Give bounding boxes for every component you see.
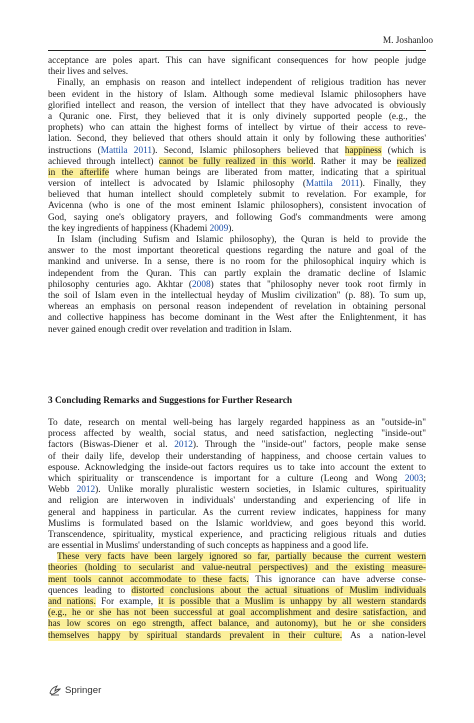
text-line: general and happiness in particular. As the current review indicates, happiness for many (48, 507, 426, 518)
highlight: in the afterlife (48, 167, 109, 178)
text-line: believed that human intellect should completely submit to revelation. For example, for (48, 190, 426, 201)
highlight: ment tools cannot accommodate to these facts. (48, 574, 249, 585)
citation-link[interactable]: Mattila 2011 (100, 145, 153, 156)
text-line: the soil of Islam even in the intellectual heyday of Muslim civilization" (p. 88). To sum up, (48, 290, 426, 301)
section-heading: 3 Concluding Remarks and Suggestions for Further Research (48, 396, 293, 406)
body-text-upper (48, 56, 426, 336)
citation-link[interactable]: 2003 (404, 473, 424, 484)
text-line: independent from the Quran. This can partly explain the dramatic decline of Islamic (48, 268, 426, 279)
text-line: themselves happy by spiritual standards prevalent in their culture. As a nation-level (48, 630, 426, 641)
citation-link[interactable]: 2012 (174, 440, 193, 451)
header-divider (48, 50, 426, 51)
text-line: are essential in Muslims' understanding of such concepts as happiness and a good life. (48, 541, 369, 552)
text-line: quences leading to distorted conclusions about the actual situations of Muslim individuals (48, 585, 426, 596)
text-line: and nations. For example, it is possible that a Muslim is unhappy by all western standards (48, 597, 426, 607)
running-header-author: M. Joshanloo (382, 36, 433, 46)
text-line: the key ingredients of happiness (Khademi 2009). (48, 223, 234, 234)
text-line: whereas an emphasis on personal reason independent of revelation in obtaining personal (48, 302, 426, 313)
text-line: In Islam (including Sufism and Islamic philosophy), the Quran is held to provide the (57, 235, 426, 245)
text-line: Transcendence, spirituality, mystical experience, and practicing religious rituals and duties (48, 529, 426, 540)
text-line (48, 619, 426, 630)
citation-link[interactable]: Mattila 2011 (305, 179, 360, 190)
text-line: in the afterlife where human beings are liberated from matter, indicating that a spiritual (48, 167, 426, 178)
text-line: process affected by wealth, social status, and need satisfaction, neglecting "inside-out" (48, 429, 426, 440)
text-line: philosophy centuries ago. Akhtar (2008) states that "philosophy never took root firmly in (48, 279, 426, 290)
highlight: it is possible that a Muslim is unhappy by all western standards (158, 597, 426, 607)
text-line (48, 608, 426, 619)
text-line: Avicenna (who is one of the most eminent Islamic philosophers), consistent invocation of (48, 201, 426, 212)
text-line: mankind and universe. In a sense, there is no room for the philosophical inquiry which is (48, 257, 426, 268)
highlight: distorted conclusions about the actual situations of Muslim individuals (131, 585, 426, 596)
text-line: of their daily life, develop their understanding of happiness, and choose certain values to (48, 451, 426, 462)
text-line: espouse. Acknowledging the inside-out factors requires us to take into account the extent to (48, 462, 426, 473)
text-line: Finally, an emphasis on reason and intellect independent of religious tradition has never (57, 78, 426, 89)
text-line: glorified intellect and reason, the version of intellect that they have advocated is obviously (48, 100, 426, 111)
text-line: achieved through intellect) cannot be fully realized in this world. Rather it may be realized (48, 156, 426, 167)
text-line: been evident in the history of Islam. Although some medieval Islamic philosophers have (48, 89, 426, 100)
text-line: factors (Biswas-Diener et al. 2012). Through the "inside-out" factors, people make sense (48, 440, 426, 451)
body-text-lower (48, 418, 426, 642)
text-line: their lives and selves. (48, 67, 129, 78)
highlight: These very facts have been largely ignored so far, partially because the current western (57, 552, 426, 563)
highlight: happiness (344, 145, 382, 156)
text-line: Webb 2012). Unlike morally pluralistic western societies, in Islamic cultures, spirituality (48, 485, 426, 496)
text-line: and collective happiness has become dominant in the West after the Enlightenment, it has (48, 313, 426, 324)
highlight: theories (holding to secularist and value-neutral perspectives) and the existing measure- (48, 563, 426, 574)
text-line: prophets) who can attain the highest forms of intellect by virtue of their access to reve- (48, 123, 426, 134)
highlight: and nations. (48, 597, 96, 607)
highlight: has low scores on ego strength, affect balance, and autonomy), but he or she considers (48, 619, 426, 630)
text-line: ment tools cannot accommodate to these facts. This ignorance can have adverse conse- (48, 574, 427, 585)
text-line: never gained enough credit over revelation and tradition in Islam. (48, 324, 292, 335)
text-line: a Quranic one. First, they believed that it is only divinely supported people (e.g., the (48, 111, 426, 122)
text-line: answer to the most important theoretical questions regarding the nature and goal of the (48, 246, 426, 257)
citation-link[interactable]: 2009 (209, 223, 229, 234)
text-line (48, 552, 426, 563)
highlight: cannot be fully realized in this world (158, 156, 314, 167)
text-line: and religion are interwoven in individuals' understanding and experiencing of life in (48, 496, 426, 507)
text-line: acceptance are poles apart. This can have significant consequences for how people judge (48, 56, 426, 66)
text-line: To date, research on mental well-being has largely regarded happiness as an "outside-in" (48, 418, 426, 428)
publisher-name: Springer (65, 684, 102, 696)
text-line: instructions (Mattila 2011). Second, Islamic philosophers believed that happiness (which is (48, 145, 426, 156)
text-line: which spirituality or transcendence is important for a culture (Leong and Wong 2003; (48, 473, 426, 484)
text-line: God, saying one's obligatory prayers, and following God's commandments were among (48, 212, 426, 223)
text-line: Muslims is formulated based on the Islamic worldview, and goes beyond this world. (48, 518, 426, 529)
highlight: themselves happy by spiritual standards prevalent in their culture. (48, 630, 343, 641)
highlight: (e.g., he or she has not been successful at goal accomplishment and desire satisfaction, and (48, 608, 426, 619)
citation-link[interactable]: 2012 (76, 485, 96, 496)
text-line (48, 563, 426, 574)
springer-logo-icon (48, 683, 62, 697)
highlight: realized (396, 156, 426, 167)
citation-link[interactable]: 2008 (192, 279, 211, 290)
text-line: version of intellect is advocated by Islamic philosophy (Mattila 2011). Finally, they (48, 179, 426, 190)
page-footer (48, 683, 101, 697)
text-line: lation. Second, they believed that others should attain it only by following these authorities' (48, 134, 426, 145)
